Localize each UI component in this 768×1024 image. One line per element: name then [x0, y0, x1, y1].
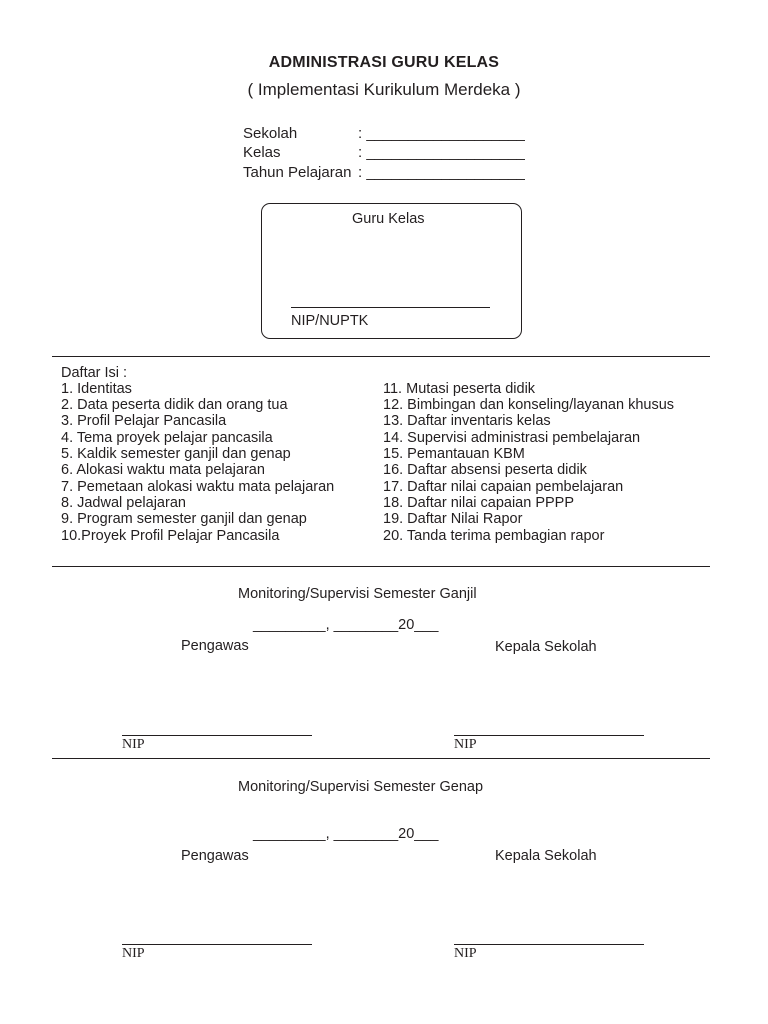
- monitoring-ganjil-pengawas-nip: NIP: [122, 737, 145, 752]
- toc-item: 9. Program semester ganjil dan genap: [61, 511, 307, 527]
- toc-item: 8. Jadwal pelajaran: [61, 495, 186, 511]
- field-label-tahun-pelajaran: Tahun Pelajaran: [243, 164, 352, 181]
- teacher-nip-line-text: [291, 294, 476, 310]
- monitoring-genap-title: Monitoring/Supervisi Semester Genap: [238, 779, 484, 795]
- teacher-box-title: Guru Kelas: [352, 211, 425, 227]
- monitoring-genap-kepsek-signature-line: [454, 944, 644, 945]
- monitoring-ganjil-kepsek-nip: NIP: [454, 737, 477, 752]
- teacher-nip-label: NIP/NUPTK: [291, 313, 369, 329]
- toc-item: 17. Daftar nilai capaian pembelajaran: [383, 479, 624, 495]
- monitoring-genap-kepsek-nip: NIP: [454, 946, 477, 961]
- monitoring-ganjil-kepala-sekolah: Kepala Sekolah: [495, 639, 597, 655]
- field-label-sekolah: Sekolah: [243, 125, 298, 142]
- toc-item: 16. Daftar absensi peserta didik: [383, 462, 587, 478]
- monitoring-genap-pengawas-signature-line: [122, 944, 312, 945]
- toc-item: 2. Data peserta didik dan orang tua: [61, 397, 288, 413]
- document-subtitle: ( Implementasi Kurikulum Merdeka ): [247, 80, 521, 99]
- field-value-tahun-pelajaran: : ___________________: [358, 164, 525, 181]
- toc-item: 1. Identitas: [61, 381, 132, 397]
- monitoring-genap-pengawas-nip: NIP: [122, 946, 145, 961]
- toc-item: 20. Tanda terima pembagian rapor: [383, 528, 605, 544]
- monitoring-genap-pengawas: Pengawas: [181, 848, 249, 864]
- toc-item: 14. Supervisi administrasi pembelajaran: [383, 430, 641, 446]
- monitoring-ganjil-title: Monitoring/Supervisi Semester Ganjil: [238, 586, 477, 602]
- toc-item: 4. Tema proyek pelajar pancasila: [61, 430, 273, 446]
- field-value-sekolah: : ___________________: [358, 125, 525, 142]
- toc-item: 10.Proyek Profil Pelajar Pancasila: [61, 528, 280, 544]
- field-label-kelas: Kelas: [243, 144, 281, 161]
- toc-item: 3. Profil Pelajar Pancasila: [61, 413, 227, 429]
- toc-item: 15. Pemantauan KBM: [383, 446, 525, 462]
- toc-item: 7. Pemetaan alokasi waktu mata pelajaran: [61, 479, 335, 495]
- document-title: ADMINISTRASI GURU KELAS: [268, 54, 500, 71]
- divider-top: [52, 356, 710, 357]
- monitoring-ganjil-kepsek-signature-line: [454, 735, 644, 736]
- toc-item: 11. Mutasi peserta didik: [383, 381, 536, 397]
- toc-item: 18. Daftar nilai capaian PPPP: [383, 495, 575, 511]
- monitoring-ganjil-date: _________, ________20___: [253, 617, 439, 633]
- toc-item: 5. Kaldik semester ganjil dan genap: [61, 446, 291, 462]
- toc-item: 6. Alokasi waktu mata pelajaran: [61, 462, 265, 478]
- monitoring-genap-kepala-sekolah: Kepala Sekolah: [495, 848, 597, 864]
- toc-item: 13. Daftar inventaris kelas: [383, 413, 551, 429]
- field-value-kelas: : ___________________: [358, 144, 525, 161]
- divider-middle: [52, 566, 710, 567]
- monitoring-ganjil-pengawas: Pengawas: [181, 638, 249, 654]
- monitoring-genap-date: _________, ________20___: [253, 826, 439, 842]
- monitoring-ganjil-pengawas-signature-line: [122, 735, 312, 736]
- toc-item: 19. Daftar Nilai Rapor: [383, 511, 523, 527]
- toc-heading: Daftar Isi :: [61, 365, 128, 381]
- divider-bottom: [52, 758, 710, 759]
- toc-item: 12. Bimbingan dan konseling/layanan khusus: [383, 397, 675, 413]
